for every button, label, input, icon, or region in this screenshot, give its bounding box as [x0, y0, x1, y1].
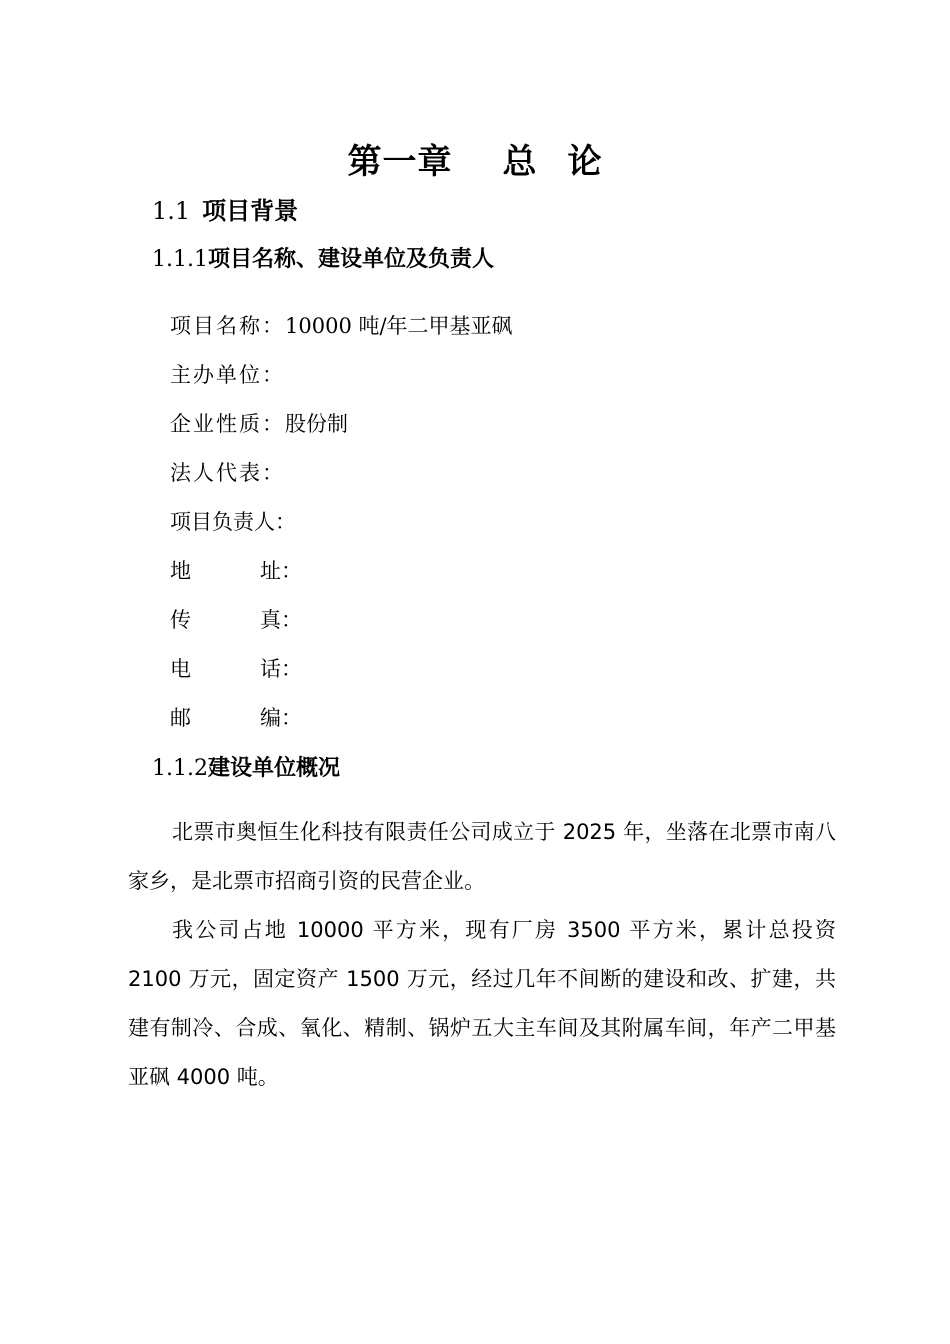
field-label: 项目名称： — [170, 314, 285, 338]
paragraph-company-scale: 我公司占地 10000 平方米，现有厂房 3500 平方米，累计总投资 2100 万元，固定资产 1500 万元，经过几年不间断的建设和改、扩建，共建有制冷、合成、氧化、精制、锅炉五大主车间及其附属车间，年产二甲基亚砜 4000 吨。 — [128, 918, 836, 1089]
section-title: 项目背景 — [202, 197, 299, 225]
chapter-title-word-1: 总 — [502, 142, 538, 182]
field-fax — [170, 605, 302, 635]
paragraph-company-intro: 北票市奥恒生化科技有限责任公司成立于 2025 年，坐落在北票市南八家乡，是北票市招商引资的民营企业。 — [128, 820, 836, 893]
chapter-title — [0, 140, 950, 184]
field-label-b: 真： — [260, 608, 302, 632]
section-number: 1.1.2 — [152, 756, 208, 781]
field-enterprise-type — [170, 409, 348, 439]
field-postcode — [170, 703, 302, 733]
section-title: 项目名称、建设单位及负责人 — [207, 247, 494, 272]
field-label-a: 地 — [170, 559, 191, 583]
field-label-b: 址： — [260, 559, 302, 583]
field-label-b: 编： — [260, 706, 302, 730]
field-project-name — [170, 311, 513, 341]
field-label: 主办单位： — [170, 363, 285, 387]
field-legal-representative — [170, 458, 285, 488]
field-value: 10000 吨/年二甲基亚砜 — [285, 314, 513, 338]
chapter-title-number: 第一章 — [347, 142, 453, 182]
section-title: 建设单位概况 — [207, 756, 340, 781]
section-heading-1-1 — [152, 194, 298, 228]
section-heading-1-1-1 — [152, 244, 494, 276]
field-label-a: 邮 — [170, 706, 191, 730]
field-sponsor — [170, 360, 285, 390]
section-number: 1.1 — [152, 197, 191, 225]
field-label-a: 电 — [170, 657, 191, 681]
field-value: 股份制 — [285, 412, 348, 436]
field-label: 法人代表： — [170, 461, 285, 485]
field-address — [170, 556, 302, 586]
field-label: 项目负责人： — [170, 510, 296, 534]
section-number: 1.1.1 — [152, 247, 208, 272]
field-project-lead — [170, 507, 296, 537]
field-phone — [170, 654, 302, 684]
chapter-title-word-2: 论 — [567, 142, 603, 182]
field-label-a: 传 — [170, 608, 191, 632]
section-heading-1-1-2 — [152, 753, 340, 785]
field-label-b: 话： — [260, 657, 302, 681]
field-label: 企业性质： — [170, 412, 285, 436]
